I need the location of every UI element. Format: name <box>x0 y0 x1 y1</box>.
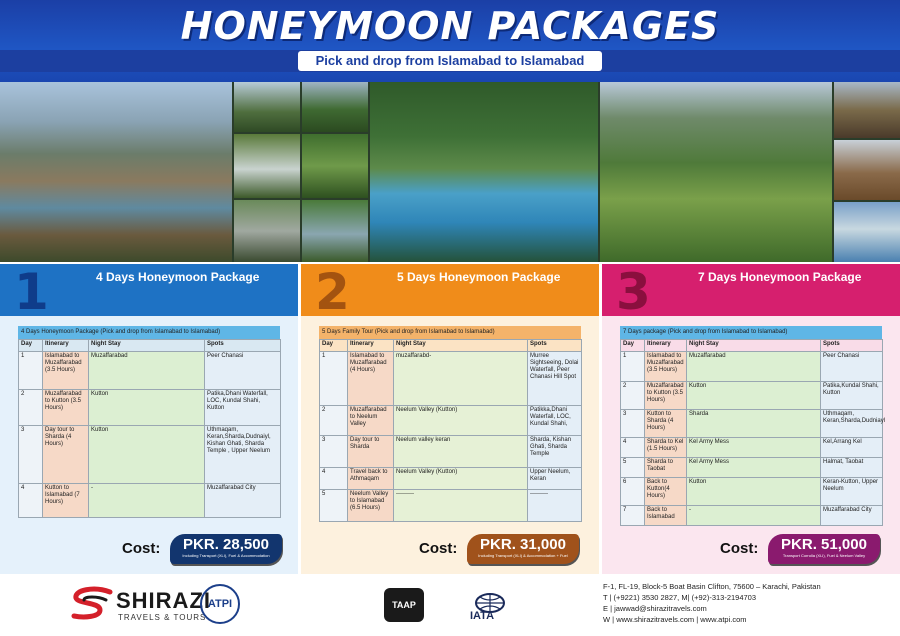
header-day: Day <box>320 340 348 352</box>
table-row <box>621 458 883 478</box>
table-row <box>320 490 582 522</box>
cell-night-stay: Neelum valley keran <box>394 436 528 468</box>
package-2-title: 5 Days Honeymoon Package <box>397 270 561 284</box>
cell-night-stay: Neelum Valley (Kutton) <box>394 468 528 490</box>
table-row <box>320 352 582 406</box>
table-row <box>19 484 281 518</box>
header-spots: Spots <box>821 340 883 352</box>
table-row <box>621 382 883 410</box>
table-row <box>19 390 281 426</box>
cell-day: 3 <box>19 426 43 484</box>
iata-label: IATA <box>470 610 495 622</box>
header-spots: Spots <box>528 340 582 352</box>
cell-spots: Uthmaqam, Keran,Sharda,Dudniayl <box>821 410 883 438</box>
package-1-band <box>0 263 298 321</box>
table-row <box>621 438 883 458</box>
contact-address: F-1, FL-19, Block-5 Boat Basin Clifton, 75600 – Karachi, Pakistan <box>603 582 821 591</box>
brand-subtitle: TRAVELS & TOURS <box>118 613 207 622</box>
price-note: Including Transport (XLI), Fuel & Accommodation <box>182 553 270 558</box>
table-row <box>19 426 281 484</box>
cell-itinerary: Day tour to Sharda <box>348 436 394 468</box>
cell-itinerary: Sharda to Kel (1.5 Hours) <box>645 438 687 458</box>
cell-itinerary: Back to Islamabad <box>645 506 687 526</box>
cell-night-stay: Kel Army Mess <box>687 458 821 478</box>
cell-spots: Muzaffarabad City <box>821 506 883 526</box>
price-badge <box>467 534 579 564</box>
cell-spots: Muzaffarabad City <box>205 484 281 518</box>
table-row <box>320 436 582 468</box>
contact-phone: T | (+9221) 3530 2827, M| (+92)-313-2194703 <box>603 593 757 602</box>
cell-spots: --------- <box>528 490 582 522</box>
photo-mountains-1 <box>302 82 368 132</box>
cell-spots: Patika,Dhani Waterfall, LOC, Kundal Shahi, Kutton <box>205 390 281 426</box>
package-1-table <box>18 339 281 518</box>
cell-itinerary: Kutton to Sharda (4 Hours) <box>645 410 687 438</box>
table-header-row <box>320 340 582 352</box>
cell-spots: Keran-Kutton, Upper Neelum <box>821 478 883 506</box>
cell-night-stay: muzaffarabd- <box>394 352 528 406</box>
photo-bridge <box>234 200 300 262</box>
cell-day: 2 <box>19 390 43 426</box>
cell-itinerary: Day tour to Sharda (4 Hours) <box>43 426 89 484</box>
photo-village-1 <box>234 82 300 132</box>
cell-itinerary: Travel back to Athmaqam <box>348 468 394 490</box>
cell-itinerary: Islamabad to Muzaffarabad (4 Hours) <box>348 352 394 406</box>
cell-day: 4 <box>320 468 348 490</box>
brand-name: SHIRAZI <box>116 588 211 613</box>
header-night-stay: Night Stay <box>687 340 821 352</box>
cell-day: 1 <box>621 352 645 382</box>
cell-spots: Murree Sightseeing, Dolai Waterfall, Peer Chanasi Hill Spot <box>528 352 582 406</box>
cell-night-stay: Muzaffarabad <box>687 352 821 382</box>
package-1-number: 1 <box>14 263 49 321</box>
photo-green-valley <box>600 82 832 262</box>
table-row <box>19 352 281 390</box>
photo-wooden-bridge <box>834 140 900 200</box>
table-header-row <box>19 340 281 352</box>
photo-river-rapids <box>302 200 368 262</box>
cell-spots: Sharda, Kishan Ghati, Sharda Temple <box>528 436 582 468</box>
header-itinerary: Itinerary <box>348 340 394 352</box>
cell-night-stay: - <box>687 506 821 526</box>
cell-night-stay: Kel Army Mess <box>687 438 821 458</box>
cell-night-stay: Kutton <box>687 478 821 506</box>
cell-night-stay: Muzaffarabad <box>89 352 205 390</box>
photo-valley-river <box>0 82 232 262</box>
package-1-title: 4 Days Honeymoon Package <box>96 270 260 284</box>
cell-day: 1 <box>19 352 43 390</box>
cell-day: 2 <box>621 382 645 410</box>
photo-river-cottages <box>370 82 598 262</box>
photo-forest-stream <box>302 134 368 198</box>
cell-day: 5 <box>320 490 348 522</box>
package-1-caption: 4 Days Honeymoon Package (Pick and drop from Islamabad to Islamabad) <box>18 326 280 339</box>
price-note: Transport Corrolla (XLI), Fuel & Neelum Valley <box>782 553 866 558</box>
package-2-band <box>301 263 599 321</box>
cell-day: 4 <box>621 438 645 458</box>
header-day: Day <box>19 340 43 352</box>
package-3 <box>602 264 900 574</box>
contact-email[interactable]: E | jawwad@shirazitravels.com <box>603 604 707 613</box>
price-value: PKR. 28,500 <box>183 536 269 553</box>
package-3-band <box>602 263 900 321</box>
cell-night-stay: Kutton <box>89 426 205 484</box>
package-3-caption: 7 Days package (Pick and drop from Islamabad to Islamabad) <box>620 326 882 339</box>
header-day: Day <box>621 340 645 352</box>
cell-itinerary: Back to Kutton(4 Hours) <box>645 478 687 506</box>
package-2 <box>301 264 599 574</box>
cell-night-stay: Kutton <box>89 390 205 426</box>
footer <box>0 576 900 636</box>
package-3-title: 7 Days Honeymoon Package <box>698 270 862 284</box>
package-1 <box>0 264 298 574</box>
package-2-caption: 5 Days Family Tour (Pick and drop from Islamabad to Islamabad) <box>319 326 581 339</box>
table-row <box>621 506 883 526</box>
cell-night-stay: Kutton <box>687 382 821 410</box>
cell-day: 4 <box>19 484 43 518</box>
page-title: HONEYMOON PACKAGES <box>180 4 720 48</box>
price-note: Including Transport (XLI) & Accommodation + Fuel <box>478 553 568 558</box>
header-night-stay: Night Stay <box>394 340 528 352</box>
cell-itinerary: Kutton to Islamabad (7 Hours) <box>43 484 89 518</box>
cell-itinerary: Muzaffarabad to Kutton (3.5 Hours) <box>645 382 687 410</box>
photo-temple-ruins <box>834 82 900 138</box>
price-value: PKR. 31,000 <box>480 536 566 553</box>
table-row <box>621 352 883 382</box>
table-row <box>320 406 582 436</box>
cell-night-stay: --------- <box>394 490 528 522</box>
package-3-table <box>620 339 886 526</box>
atpi-logo: ATPI <box>200 584 240 624</box>
cell-spots: Peer Chanasi <box>205 352 281 390</box>
price-badge <box>768 534 880 564</box>
contact-website[interactable]: W | www.shirazitravels.com | www.atpi.com <box>603 615 747 624</box>
table-row <box>621 478 883 506</box>
taap-logo: TAAP <box>384 588 424 622</box>
cell-day: 5 <box>621 458 645 478</box>
header-spots: Spots <box>205 340 281 352</box>
cell-spots: Patika,Kundal Shahi, Kutton <box>821 382 883 410</box>
cell-itinerary: Muzaffarabad to Neelum Valley <box>348 406 394 436</box>
cell-spots: Uthmaqam, Keran,Sharda,Dudnaiyl, Kishan Ghati, Sharda Temple , Upper Neelum <box>205 426 281 484</box>
photo-lake <box>834 202 900 262</box>
header-itinerary: Itinerary <box>645 340 687 352</box>
cell-spots: Upper Neelum, Keran <box>528 468 582 490</box>
cell-spots: Halmat, Taobat <box>821 458 883 478</box>
header-banner <box>0 0 900 82</box>
contact-info <box>603 581 821 625</box>
cost-label: Cost: <box>720 540 759 557</box>
cell-day: 7 <box>621 506 645 526</box>
table-row <box>320 468 582 490</box>
cell-itinerary: Neelum Valley to Islamabad (6.5 Hours) <box>348 490 394 522</box>
header-itinerary: Itinerary <box>43 340 89 352</box>
cell-night-stay: Sharda <box>687 410 821 438</box>
package-2-number: 2 <box>315 263 350 321</box>
cell-itinerary: Muzaffarabad to Kutton (3.5 Hours) <box>43 390 89 426</box>
photo-waterfall <box>234 134 300 198</box>
page-subtitle: Pick and drop from Islamabad to Islamabad <box>298 51 602 71</box>
cell-itinerary: Islamabad to Muzaffarabad (3.5 Hours) <box>645 352 687 382</box>
cell-day: 3 <box>621 410 645 438</box>
table-row <box>621 410 883 438</box>
cell-night-stay: - <box>89 484 205 518</box>
cell-spots: Peer Chanasi <box>821 352 883 382</box>
price-value: PKR. 51,000 <box>781 536 867 553</box>
cell-day: 2 <box>320 406 348 436</box>
photo-collage <box>0 82 900 262</box>
package-2-table <box>319 339 582 522</box>
cell-spots: Kel,Arrang Kel <box>821 438 883 458</box>
shirazi-logo-icon <box>70 586 114 622</box>
package-3-number: 3 <box>616 263 651 321</box>
cost-label: Cost: <box>419 540 458 557</box>
cell-spots: Patikka,Dhani Waterfall, LOC, Kundal Shahi, <box>528 406 582 436</box>
cell-day: 3 <box>320 436 348 468</box>
price-badge <box>170 534 282 564</box>
header-night-stay: Night Stay <box>89 340 205 352</box>
table-header-row <box>621 340 883 352</box>
cost-label: Cost: <box>122 540 161 557</box>
cell-itinerary: Islamabad to Muzaffarabad (3.5 Hours) <box>43 352 89 390</box>
cell-day: 1 <box>320 352 348 406</box>
cell-itinerary: Sharda to Taobat <box>645 458 687 478</box>
cell-day: 6 <box>621 478 645 506</box>
cell-night-stay: Neelum Valley (Kutton) <box>394 406 528 436</box>
